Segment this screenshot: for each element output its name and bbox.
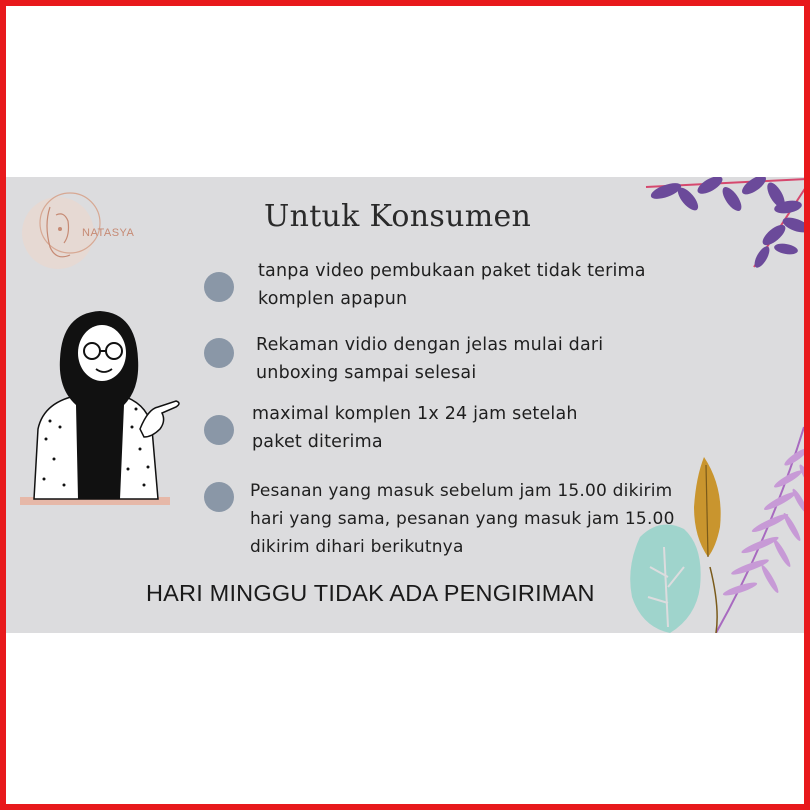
tropical-leaves-decoration [620, 417, 804, 633]
item-line: Pesanan yang masuk sebelum jam 15.00 dikirim [250, 481, 673, 501]
page-title: Untuk Konsumen [264, 199, 532, 234]
woman-illustration [20, 309, 180, 509]
item-line: komplen apapun [258, 289, 408, 309]
shipping-notice: HARI MINGGU TIDAK ADA PENGIRIMAN [146, 580, 595, 606]
item-text [258, 257, 646, 313]
item-text [252, 400, 578, 456]
item-line: hari yang sama, pesanan yang masuk jam 15.00 [250, 509, 675, 529]
item-line: paket diterima [252, 432, 383, 452]
item-line: maximal komplen 1x 24 jam setelah [252, 404, 578, 424]
item-line: Rekaman vidio dengan jelas mulai dari [256, 335, 604, 355]
item-text [250, 477, 675, 561]
logo-text: NATASYA [82, 227, 135, 239]
item-line: unboxing sampai selesai [256, 363, 477, 383]
brand-logo [20, 185, 135, 275]
item-text [256, 331, 603, 387]
item-line: tanpa video pembukaan paket tidak terima [258, 261, 646, 281]
bullet-dot [204, 482, 234, 512]
bullet-dot [204, 415, 234, 445]
bullet-dot [204, 272, 234, 302]
purple-leaves-decoration [636, 177, 804, 277]
bullet-dot [204, 338, 234, 368]
info-banner [6, 177, 804, 633]
item-line: dikirim dihari berikutnya [250, 537, 464, 557]
